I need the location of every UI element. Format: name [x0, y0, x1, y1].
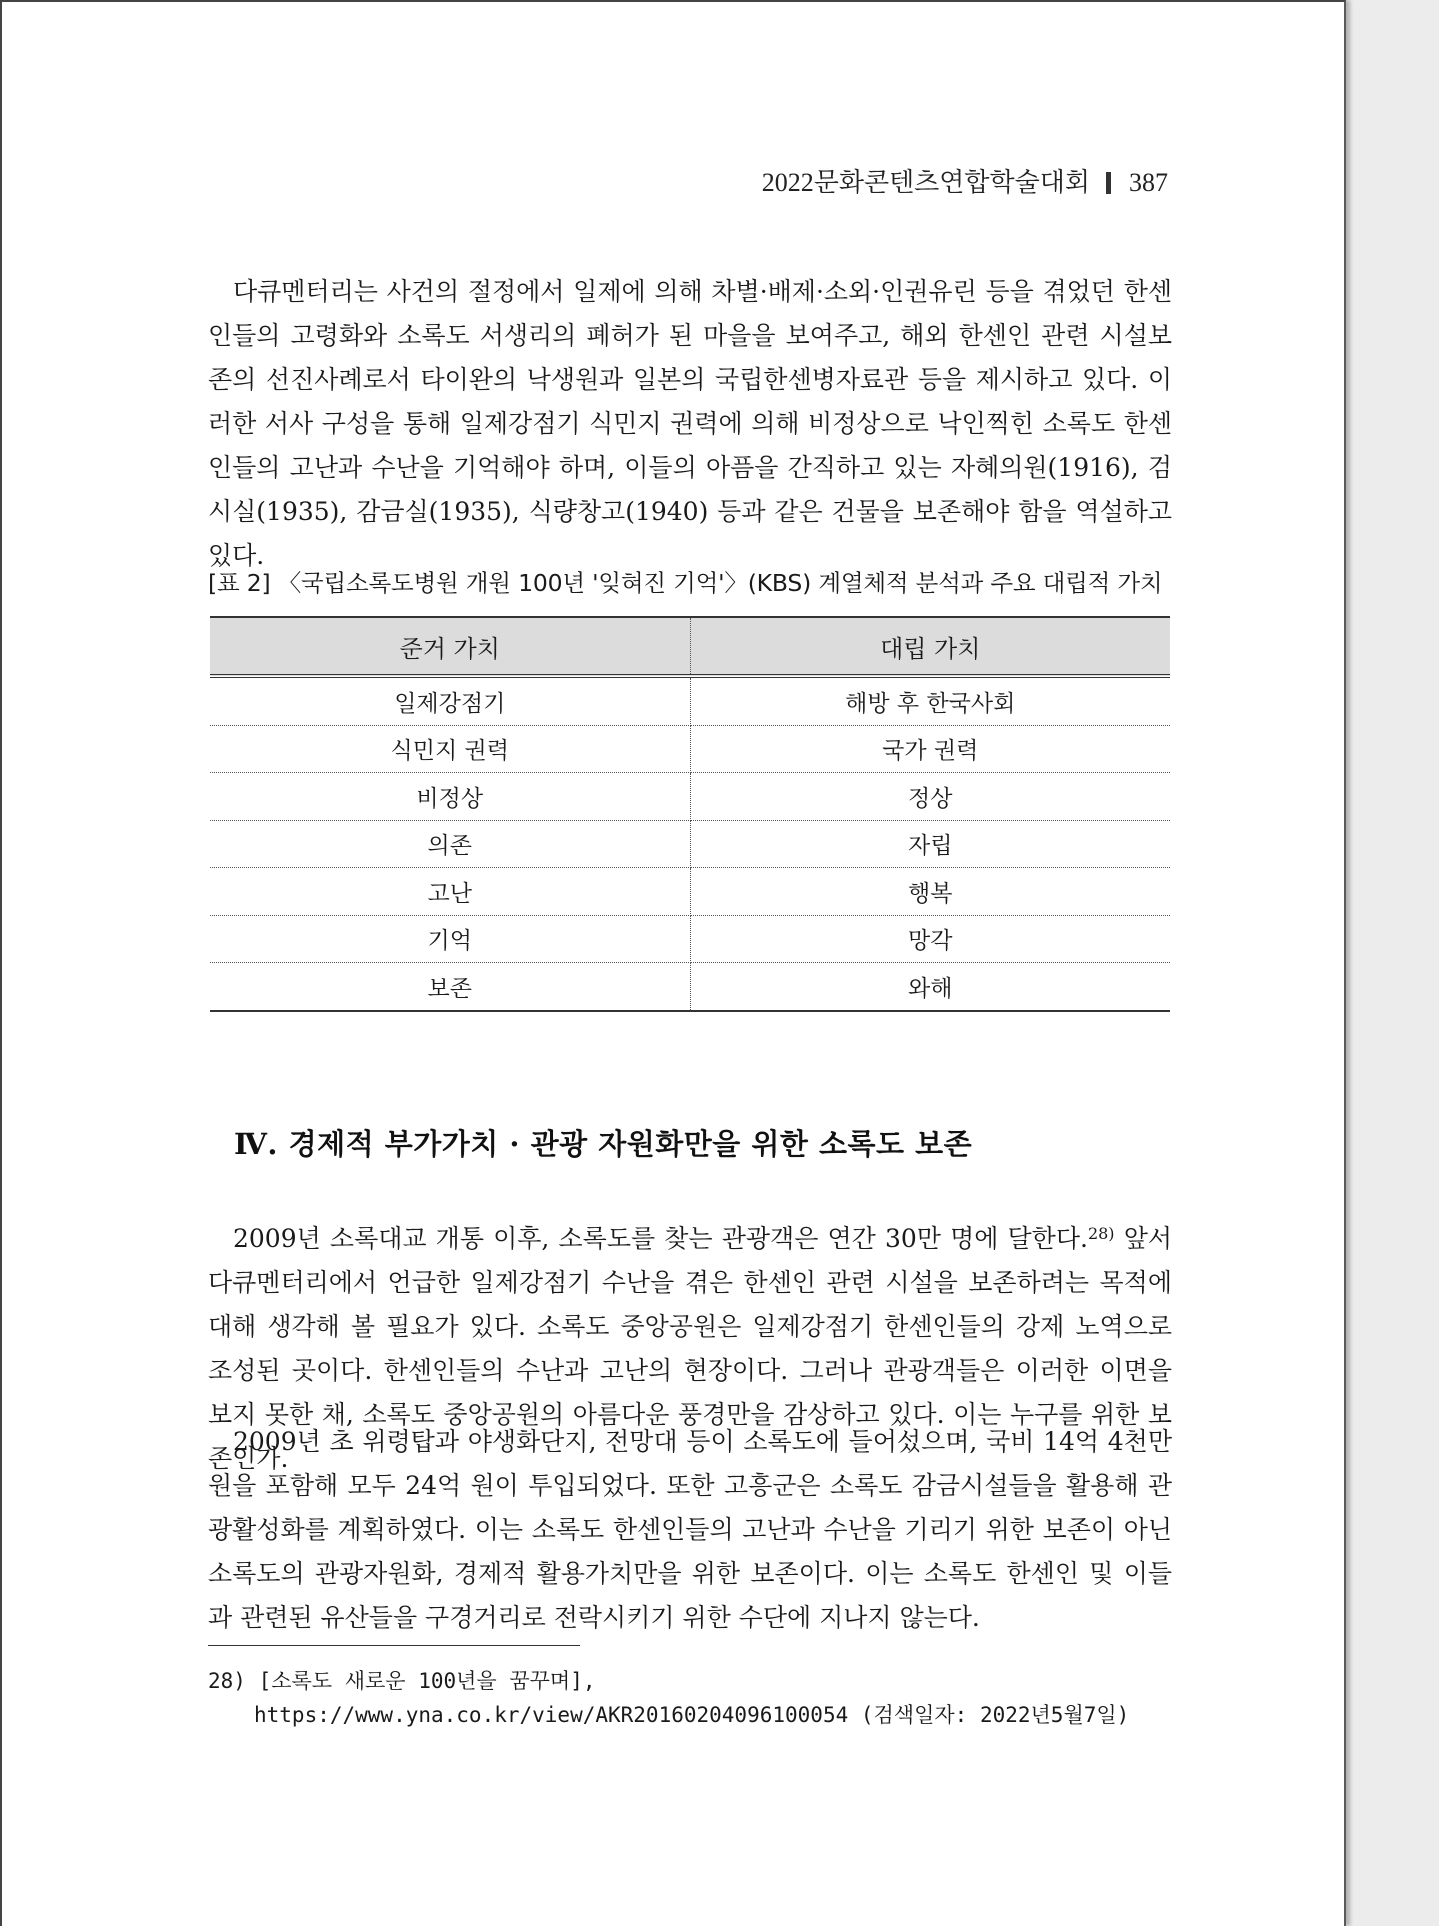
table-row: [210, 773, 1170, 821]
table-header-cell: 준거 가치: [210, 617, 690, 676]
running-header: [762, 162, 1168, 199]
conference-title: 2022문화콘텐츠연합학술대회: [761, 168, 1090, 197]
table-cell: 식민지 권력: [210, 725, 690, 773]
footnote-url[interactable]: https://www.yna.co.kr/view/AKR20160204096100054 (검색일자: 2022년5월7일): [254, 1703, 1130, 1727]
table-cell: 고난: [210, 868, 690, 916]
table-cell: 해방 후 한국사회: [690, 676, 1170, 725]
table-row: [210, 963, 1170, 1011]
table-cell: 기억: [210, 915, 690, 963]
table-cell: 정상: [690, 773, 1170, 821]
table-cell: 일제강점기: [210, 676, 690, 725]
header-separator: [1106, 172, 1111, 194]
table-cell: 망각: [690, 915, 1170, 963]
body-paragraph-1: 다큐멘터리는 사건의 절정에서 일제에 의해 차별·배제·소외·인권유린 등을 겪었던 한센인들의 고령화와 소록도 서생리의 폐허가 된 마을을 보여주고, 해외 한센인 관련 시설보존의 선진사례로서 타이완의 낙생원과 일본의 국립한센병자료관 등을 제시하고 있다. 이러한 서사 구성을 통해 일제강점기 식민지 권력에 의해 비정상으로 낙인찍힌 소록도 한센인들의 고난과 수난을 기억해야 하며, 이들의 아픔을 간직하고 있는 자혜의원(1916), 검시실(1935), 감금실(1935), 식량창고(1940) 등과 같은 건물을 보존해야 함을 역설하고 있다.: [208, 277, 1172, 570]
table-caption: [표 2] 〈국립소록도병원 개원 100년 '잊혀진 기억'〉(KBS) 계열체적 분석과 주요 대립적 가치: [208, 569, 1163, 597]
table-row: [210, 676, 1170, 725]
table-row: [210, 725, 1170, 773]
footnote-title: 28) [소록도 새로운 100년을 꿈꾸며],: [208, 1669, 596, 1693]
paragraph-text: 앞서 다큐멘터리에서 언급한 일제강점기 수난을 겪은 한센인 관련 시설을 보존하려는 목적에 대해 생각해 볼 필요가 있다. 소록도 중앙공원은 일제강점기 한센인들의 강제 노역으로 조성된 곳이다. 한센인들의 수난과 고난의 현장이다. 그러나 관광객들은 이러한 이면을 보지 못한 채, 소록도 중앙공원의 아름다운 풍경만을 감상하고 있다. 이는 누구를 위한 보존인가.: [208, 1224, 1173, 1473]
table-cell: 국가 권력: [690, 725, 1170, 773]
table-header-row: [210, 617, 1170, 676]
values-table: [210, 616, 1170, 1012]
table-cell: 와해: [690, 963, 1170, 1011]
table-cell: 자립: [690, 820, 1170, 868]
footnote: [208, 1664, 1172, 1732]
table-cell: 의존: [210, 820, 690, 868]
table-cell: 행복: [690, 868, 1170, 916]
table-row: [210, 868, 1170, 916]
footnote-divider: [208, 1645, 580, 1646]
section-heading: Ⅳ. 경제적 부가가치 · 관광 자원화만을 위한 소록도 보존: [234, 1127, 973, 1161]
footnote-reference[interactable]: 28): [1087, 1224, 1115, 1243]
table-header-cell: 대립 가치: [690, 617, 1170, 676]
body-paragraph-3: 2009년 초 위령탑과 야생화단지, 전망대 등이 소록도에 들어섰으며, 국비 14억 4천만 원을 포함해 모두 24억 원이 투입되었다. 또한 고흥군은 소록도 감금시설들을 활용해 관광활성화를 계획하였다. 이는 소록도 한센인들의 고난과 수난을 기리기 위한 보존이 아닌 소록도의 관광자원화, 경제적 활용가치만을 위한 보존이다. 이는 소록도 한센인 및 이들과 관련된 유산들을 구경거리로 전락시키기 위한 수단에 지나지 않는다.: [208, 1427, 1172, 1632]
table-cell: 보존: [210, 963, 690, 1011]
table-row: [210, 820, 1170, 868]
table-cell: 비정상: [210, 773, 690, 821]
paragraph-text: 2009년 소록대교 개통 이후, 소록도를 찾는 관광객은 연간 30만 명에 달한다.: [233, 1224, 1088, 1253]
page-number: 387: [1129, 168, 1168, 197]
table-row: [210, 915, 1170, 963]
